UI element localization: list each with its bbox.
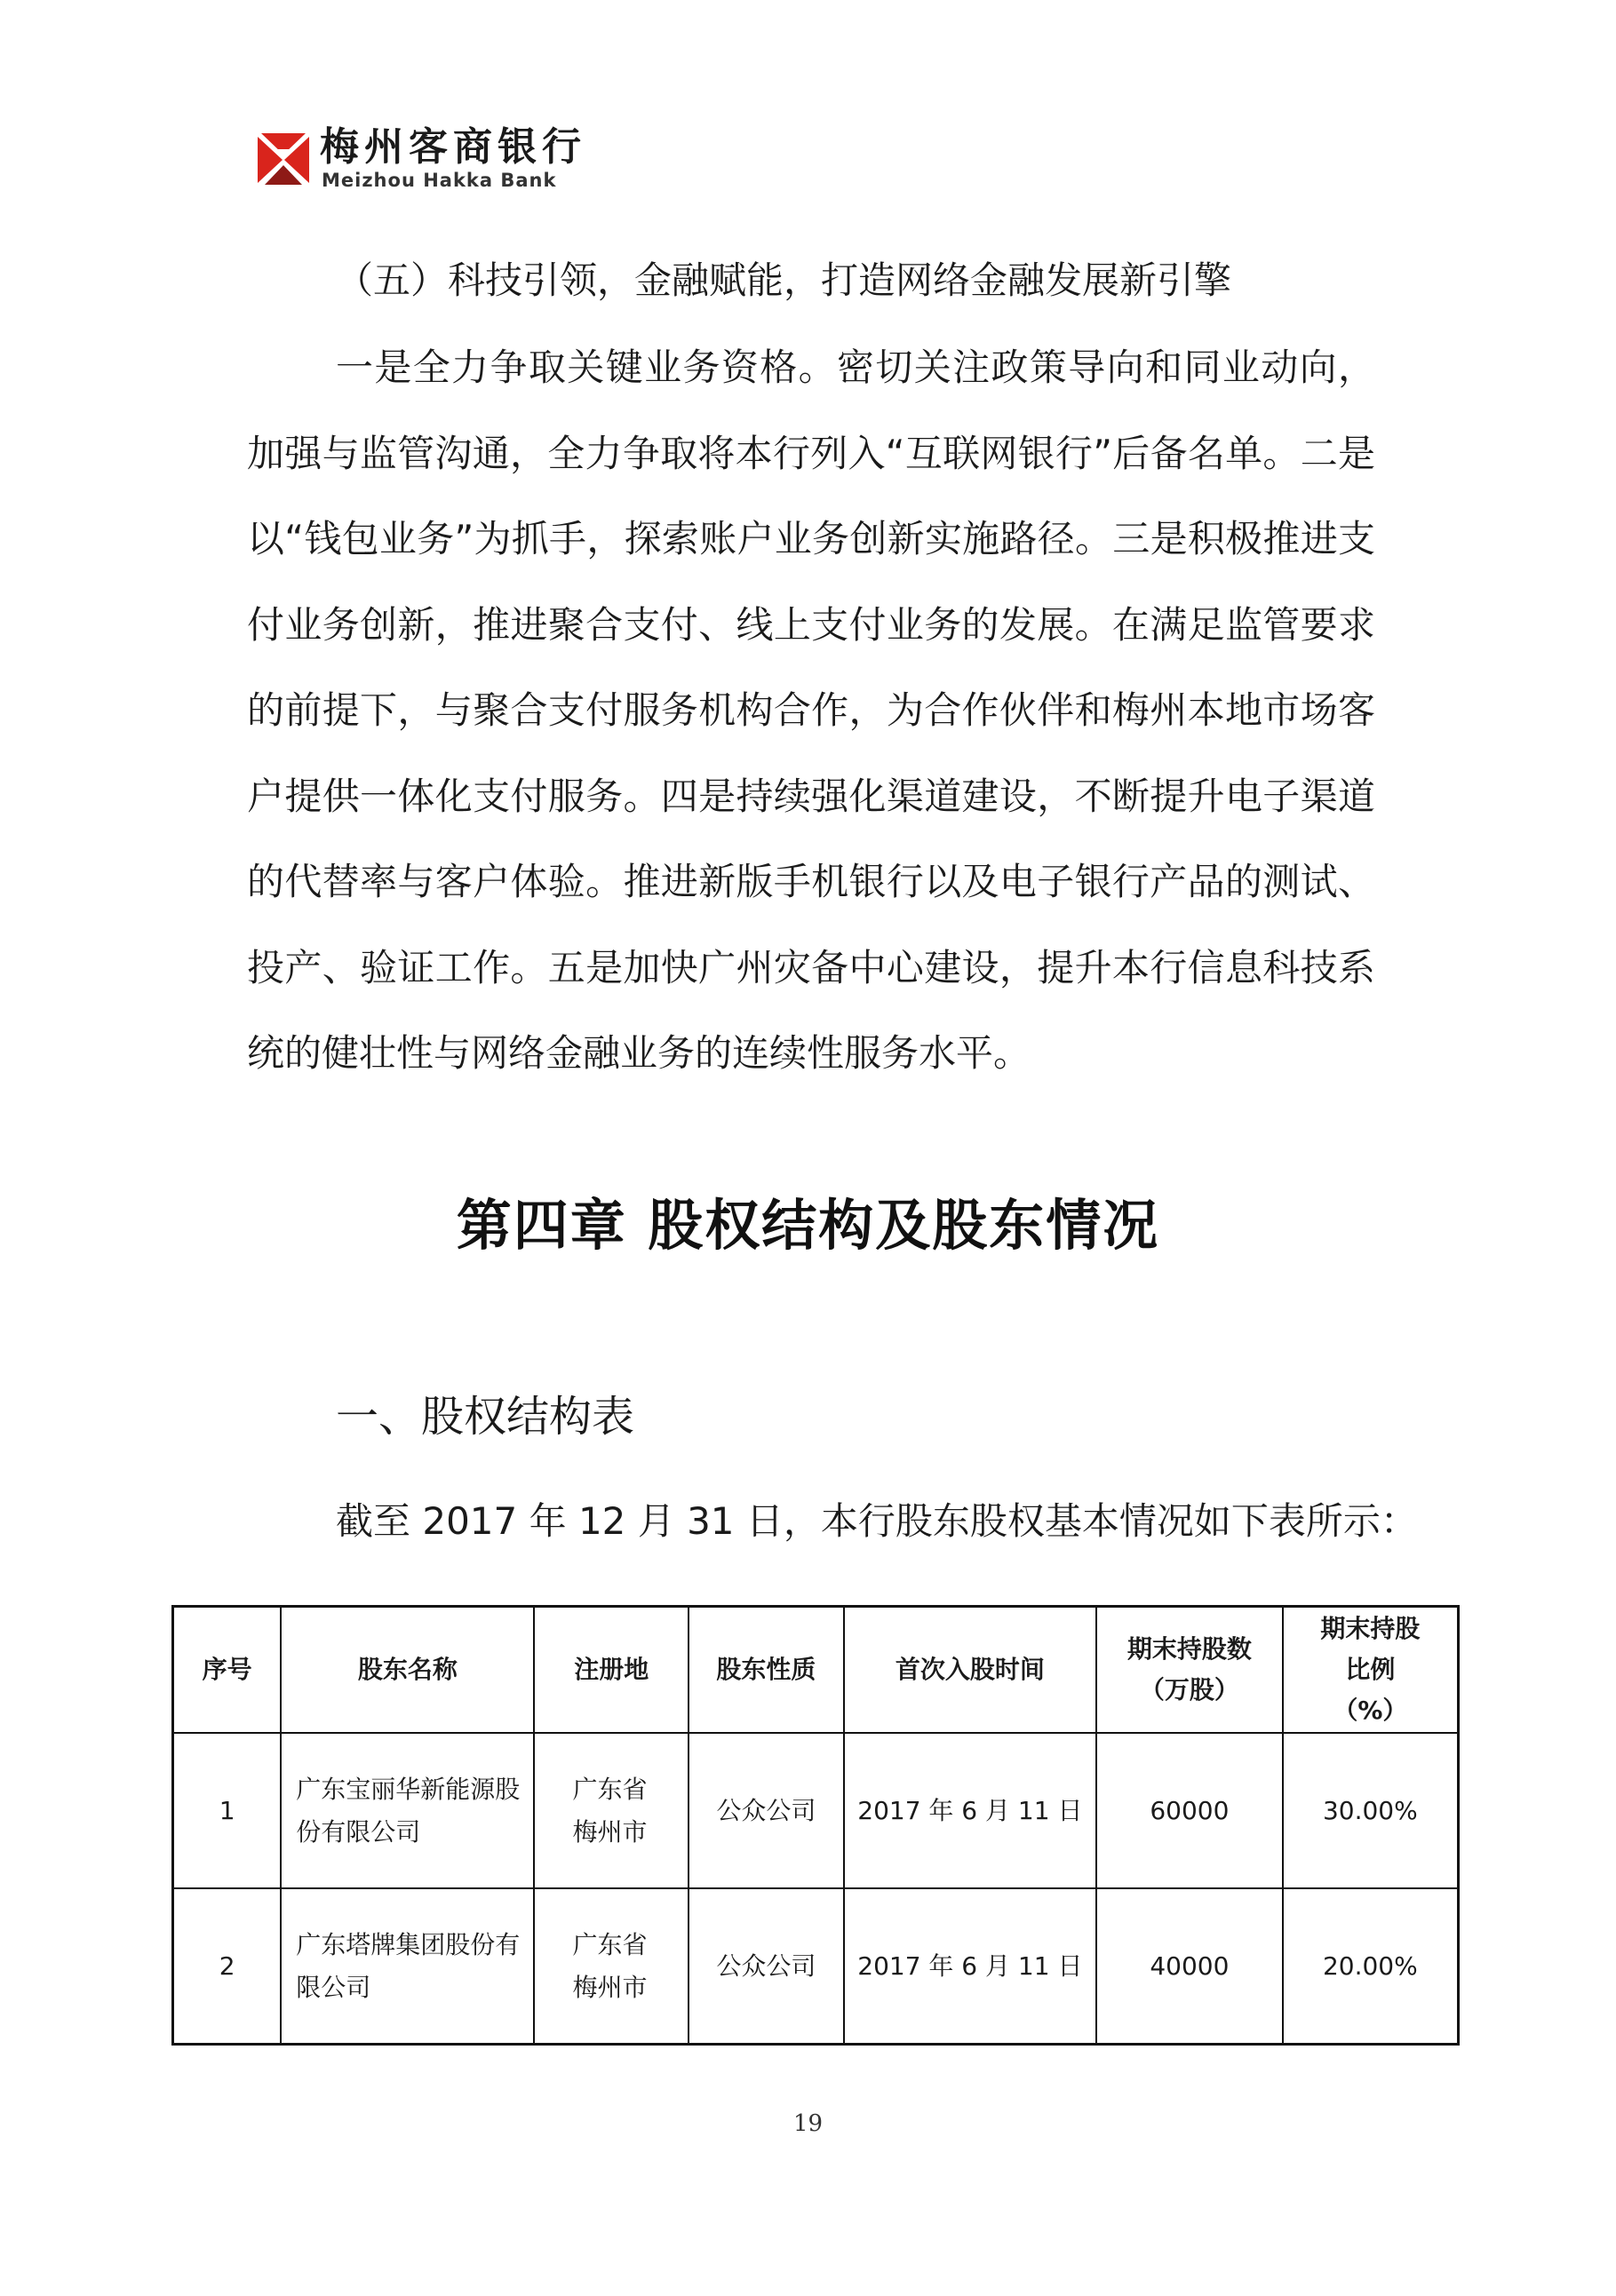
cell-nature: 公众公司 — [689, 1888, 844, 2045]
body-paragraph: 一是全力争取关键业务资格。密切关注政策导向和同业动向，加强与监管沟通，全力争取将本行列入“互联网银行”后备名单。二是以“钱包业务”为抓手，探索账户业务创新实施路径。三是积极推进支付业务创新，推进聚合支付、线上支付业务的发展。在满足监管要求的前提下，与聚合支付服务机构合作，为合作伙伴和梅州本地市场客户提供一体化支付服务。四是持续强化渠道建设，不断提升电子渠道的代替率与客户体验。推进新版手机银行以及电子银行产品的测试、投产、验证工作。五是加快广州灾备中心建设，提升本行信息科技系统的健壮性与网络金融业务的连续性服务水平。 — [247, 346, 1375, 1075]
cell-place-line2: 梅州市 — [572, 1972, 648, 2002]
cell-index: 1 — [173, 1733, 282, 1888]
cell-name-line1: 广东塔牌集团股份有 — [296, 1929, 521, 1959]
header-nature: 股东性质 — [689, 1607, 844, 1734]
header-place: 注册地 — [534, 1607, 689, 1734]
table-section-heading: 一、股权结构表 — [336, 1392, 635, 1442]
cell-name-line2: 份有限公司 — [296, 1816, 421, 1847]
header-shares-line2: （万股） — [1139, 1675, 1239, 1704]
cell-name-line2: 限公司 — [296, 1972, 371, 2002]
bank-name-cn: 梅州客商银行 — [320, 124, 586, 170]
table-header-row — [173, 1607, 1459, 1734]
cell-first-date: 2017 年 6 月 11 日 — [844, 1733, 1096, 1888]
cell-index: 2 — [173, 1888, 282, 2045]
table-intro-text: 截至 2017 年 12 月 31 日，本行股东股权基本情况如下表所示： — [336, 1499, 1418, 1543]
cell-place-line1: 广东省 — [572, 1774, 648, 1804]
cell-nature: 公众公司 — [689, 1733, 844, 1888]
cell-ratio: 30.00% — [1283, 1733, 1459, 1888]
header-ratio — [1283, 1607, 1459, 1734]
table-row — [173, 1888, 1459, 2045]
cell-name — [281, 1888, 534, 2045]
header-shares-line1: 期末持股数 — [1126, 1634, 1252, 1664]
shareholding-table — [171, 1605, 1460, 2046]
header-ratio-line1: 期末持股 — [1320, 1614, 1421, 1643]
cell-shares: 40000 — [1096, 1888, 1283, 2045]
cell-place — [534, 1888, 689, 2045]
table-row — [173, 1733, 1459, 1888]
page-number: 19 — [792, 2110, 824, 2137]
cell-first-date: 2017 年 6 月 11 日 — [844, 1888, 1096, 2045]
header-name: 股东名称 — [281, 1607, 534, 1734]
bank-name-en: Meizhou Hakka Bank — [322, 170, 557, 191]
cell-place-line2: 梅州市 — [572, 1816, 648, 1847]
chapter-title: 第四章 股权结构及股东情况 — [456, 1193, 1160, 1258]
section-heading: （五）科技引领，金融赋能，打造网络金融发展新引擎 — [336, 258, 1232, 302]
header-shares — [1096, 1607, 1283, 1734]
bank-logo — [256, 126, 586, 192]
bank-emblem-icon — [256, 131, 311, 187]
header-ratio-line3: （%） — [1333, 1696, 1408, 1725]
header-first-date: 首次入股时间 — [844, 1607, 1096, 1734]
cell-name-line1: 广东宝丽华新能源股 — [296, 1774, 521, 1804]
cell-shares: 60000 — [1096, 1733, 1283, 1888]
header-index: 序号 — [173, 1607, 282, 1734]
cell-name — [281, 1733, 534, 1888]
header-ratio-line2: 比例 — [1345, 1655, 1396, 1684]
cell-place-line1: 广东省 — [572, 1929, 648, 1959]
cell-ratio: 20.00% — [1283, 1888, 1459, 2045]
cell-place — [534, 1733, 689, 1888]
